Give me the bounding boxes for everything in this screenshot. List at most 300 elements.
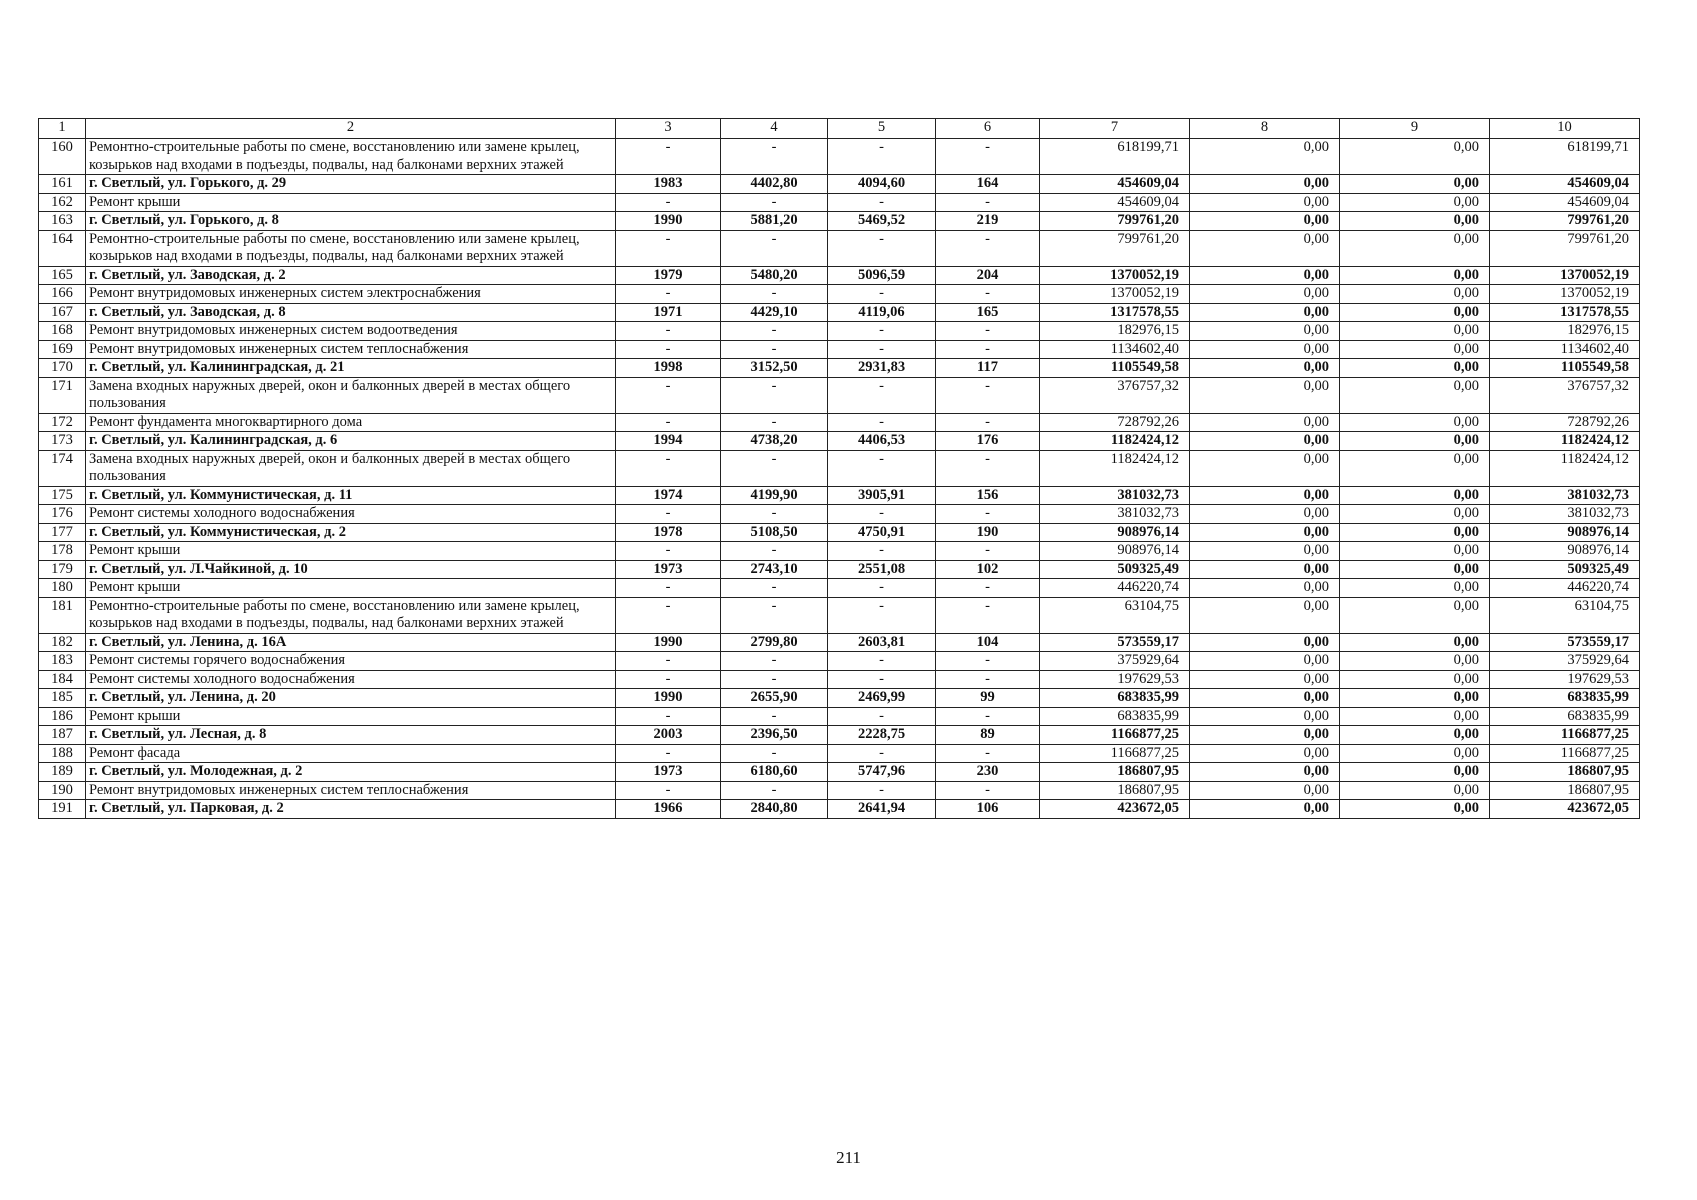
cost-col-8-cell: 0,00: [1190, 542, 1340, 561]
description-cell: г. Светлый, ул. Заводская, д. 2: [86, 266, 616, 285]
column-header: 3: [616, 119, 721, 139]
cost-col-10-cell: 1105549,58: [1490, 359, 1640, 378]
row-number-cell: 181: [39, 597, 86, 633]
work-row: [39, 707, 1640, 726]
cost-total-cell: 1105549,58: [1040, 359, 1190, 378]
year-cell: -: [616, 377, 721, 413]
address-row: [39, 523, 1640, 542]
cost-col-8-cell: 0,00: [1190, 800, 1340, 819]
total-area-cell: -: [721, 450, 828, 486]
cost-total-cell: 799761,20: [1040, 212, 1190, 231]
cost-col-8-cell: 0,00: [1190, 322, 1340, 341]
cost-col-9-cell: 0,00: [1340, 523, 1490, 542]
living-area-cell: 4094,60: [828, 175, 936, 194]
cost-col-9-cell: 0,00: [1340, 450, 1490, 486]
work-row: [39, 450, 1640, 486]
cost-total-cell: 1317578,55: [1040, 303, 1190, 322]
living-area-cell: 4119,06: [828, 303, 936, 322]
cost-col-9-cell: 0,00: [1340, 212, 1490, 231]
description-cell: Ремонтно-строительные работы по смене, восстановлению или замене крылец, козырьков над входами в подъезды, подвалы, над балконами верхних этажей: [86, 230, 616, 266]
description-cell: г. Светлый, ул. Коммунистическая, д. 2: [86, 523, 616, 542]
row-number-cell: 178: [39, 542, 86, 561]
cost-col-10-cell: 799761,20: [1490, 230, 1640, 266]
cost-col-9-cell: 0,00: [1340, 377, 1490, 413]
cost-total-cell: 1182424,12: [1040, 432, 1190, 451]
row-number-cell: 186: [39, 707, 86, 726]
cost-col-9-cell: 0,00: [1340, 633, 1490, 652]
cost-col-8-cell: 0,00: [1190, 193, 1340, 212]
cost-col-9-cell: 0,00: [1340, 285, 1490, 304]
residents-cell: -: [936, 377, 1040, 413]
total-area-cell: 5881,20: [721, 212, 828, 231]
cost-col-8-cell: 0,00: [1190, 633, 1340, 652]
row-number-cell: 183: [39, 652, 86, 671]
header-row: [39, 119, 1640, 139]
cost-total-cell: 446220,74: [1040, 579, 1190, 598]
column-header: 7: [1040, 119, 1190, 139]
cost-total-cell: 423672,05: [1040, 800, 1190, 819]
total-area-cell: -: [721, 285, 828, 304]
address-row: [39, 303, 1640, 322]
year-cell: -: [616, 193, 721, 212]
total-area-cell: -: [721, 597, 828, 633]
address-row: [39, 432, 1640, 451]
cost-col-8-cell: 0,00: [1190, 505, 1340, 524]
cost-total-cell: 182976,15: [1040, 322, 1190, 341]
year-cell: 1973: [616, 763, 721, 782]
year-cell: 1973: [616, 560, 721, 579]
living-area-cell: -: [828, 285, 936, 304]
living-area-cell: -: [828, 322, 936, 341]
year-cell: -: [616, 579, 721, 598]
cost-total-cell: 1370052,19: [1040, 285, 1190, 304]
living-area-cell: 2228,75: [828, 726, 936, 745]
row-number-cell: 167: [39, 303, 86, 322]
table-body: [39, 139, 1640, 819]
year-cell: -: [616, 285, 721, 304]
total-area-cell: 2743,10: [721, 560, 828, 579]
cost-col-8-cell: 0,00: [1190, 377, 1340, 413]
cost-col-8-cell: 0,00: [1190, 450, 1340, 486]
total-area-cell: 4429,10: [721, 303, 828, 322]
cost-col-10-cell: 509325,49: [1490, 560, 1640, 579]
work-row: [39, 193, 1640, 212]
address-row: [39, 359, 1640, 378]
cost-col-10-cell: 375929,64: [1490, 652, 1640, 671]
living-area-cell: 2931,83: [828, 359, 936, 378]
address-row: [39, 689, 1640, 708]
total-area-cell: -: [721, 413, 828, 432]
total-area-cell: 6180,60: [721, 763, 828, 782]
cost-col-8-cell: 0,00: [1190, 285, 1340, 304]
total-area-cell: 4402,80: [721, 175, 828, 194]
residents-cell: -: [936, 597, 1040, 633]
year-cell: 1983: [616, 175, 721, 194]
description-cell: г. Светлый, ул. Лесная, д. 8: [86, 726, 616, 745]
row-number-cell: 185: [39, 689, 86, 708]
cost-col-9-cell: 0,00: [1340, 763, 1490, 782]
row-number-cell: 176: [39, 505, 86, 524]
row-number-cell: 174: [39, 450, 86, 486]
cost-total-cell: 1134602,40: [1040, 340, 1190, 359]
cost-col-10-cell: 454609,04: [1490, 175, 1640, 194]
row-number-cell: 168: [39, 322, 86, 341]
cost-col-10-cell: 1134602,40: [1490, 340, 1640, 359]
cost-total-cell: 376757,32: [1040, 377, 1190, 413]
work-row: [39, 579, 1640, 598]
row-number-cell: 171: [39, 377, 86, 413]
cost-col-9-cell: 0,00: [1340, 413, 1490, 432]
year-cell: -: [616, 597, 721, 633]
cost-col-9-cell: 0,00: [1340, 726, 1490, 745]
description-cell: г. Светлый, ул. Молодежная, д. 2: [86, 763, 616, 782]
cost-col-9-cell: 0,00: [1340, 800, 1490, 819]
residents-cell: -: [936, 193, 1040, 212]
cost-col-8-cell: 0,00: [1190, 744, 1340, 763]
residents-cell: -: [936, 652, 1040, 671]
cost-col-10-cell: 186807,95: [1490, 781, 1640, 800]
address-row: [39, 175, 1640, 194]
cost-col-9-cell: 0,00: [1340, 432, 1490, 451]
living-area-cell: -: [828, 542, 936, 561]
description-cell: г. Светлый, ул. Коммунистическая, д. 11: [86, 486, 616, 505]
total-area-cell: 2799,80: [721, 633, 828, 652]
year-cell: -: [616, 744, 721, 763]
living-area-cell: 5469,52: [828, 212, 936, 231]
row-number-cell: 164: [39, 230, 86, 266]
description-cell: Замена входных наружных дверей, окон и балконных дверей в местах общего пользования: [86, 377, 616, 413]
address-row: [39, 560, 1640, 579]
row-number-cell: 188: [39, 744, 86, 763]
cost-col-10-cell: 573559,17: [1490, 633, 1640, 652]
row-number-cell: 169: [39, 340, 86, 359]
residents-cell: -: [936, 340, 1040, 359]
living-area-cell: -: [828, 781, 936, 800]
description-cell: г. Светлый, ул. Калининградская, д. 6: [86, 432, 616, 451]
works-table: [38, 118, 1640, 819]
work-row: [39, 670, 1640, 689]
year-cell: 1971: [616, 303, 721, 322]
cost-col-10-cell: 1166877,25: [1490, 726, 1640, 745]
year-cell: 1979: [616, 266, 721, 285]
cost-col-8-cell: 0,00: [1190, 266, 1340, 285]
work-row: [39, 542, 1640, 561]
description-cell: Ремонт фундамента многоквартирного дома: [86, 413, 616, 432]
work-row: [39, 781, 1640, 800]
address-row: [39, 763, 1640, 782]
total-area-cell: -: [721, 322, 828, 341]
total-area-cell: 2396,50: [721, 726, 828, 745]
residents-cell: 106: [936, 800, 1040, 819]
residents-cell: 204: [936, 266, 1040, 285]
cost-total-cell: 683835,99: [1040, 707, 1190, 726]
total-area-cell: -: [721, 340, 828, 359]
cost-total-cell: 573559,17: [1040, 633, 1190, 652]
residents-cell: 219: [936, 212, 1040, 231]
work-row: [39, 377, 1640, 413]
cost-col-9-cell: 0,00: [1340, 266, 1490, 285]
description-cell: Ремонт фасада: [86, 744, 616, 763]
row-number-cell: 165: [39, 266, 86, 285]
living-area-cell: 3905,91: [828, 486, 936, 505]
page-number: 211: [836, 1148, 861, 1167]
residents-cell: -: [936, 450, 1040, 486]
row-number-cell: 189: [39, 763, 86, 782]
living-area-cell: -: [828, 450, 936, 486]
description-cell: Ремонт системы холодного водоснабжения: [86, 505, 616, 524]
living-area-cell: -: [828, 413, 936, 432]
description-cell: Ремонт внутридомовых инженерных систем электроснабжения: [86, 285, 616, 304]
cost-col-10-cell: 799761,20: [1490, 212, 1640, 231]
work-row: [39, 340, 1640, 359]
column-header: 10: [1490, 119, 1640, 139]
residents-cell: 164: [936, 175, 1040, 194]
cost-total-cell: 454609,04: [1040, 193, 1190, 212]
description-cell: г. Светлый, ул. Ленина, д. 16А: [86, 633, 616, 652]
living-area-cell: 2469,99: [828, 689, 936, 708]
description-cell: г. Светлый, ул. Л.Чайкиной, д. 10: [86, 560, 616, 579]
row-number-cell: 190: [39, 781, 86, 800]
cost-col-9-cell: 0,00: [1340, 542, 1490, 561]
cost-col-10-cell: 1182424,12: [1490, 450, 1640, 486]
column-header: 1: [39, 119, 86, 139]
description-cell: Замена входных наружных дверей, окон и балконных дверей в местах общего пользования: [86, 450, 616, 486]
living-area-cell: -: [828, 670, 936, 689]
residents-cell: -: [936, 707, 1040, 726]
address-row: [39, 800, 1640, 819]
address-row: [39, 266, 1640, 285]
cost-col-10-cell: 1370052,19: [1490, 285, 1640, 304]
residents-cell: -: [936, 139, 1040, 175]
description-cell: Ремонт внутридомовых инженерных систем теплоснабжения: [86, 781, 616, 800]
cost-col-10-cell: 197629,53: [1490, 670, 1640, 689]
cost-col-8-cell: 0,00: [1190, 689, 1340, 708]
residents-cell: -: [936, 781, 1040, 800]
cost-col-10-cell: 454609,04: [1490, 193, 1640, 212]
total-area-cell: -: [721, 670, 828, 689]
year-cell: -: [616, 139, 721, 175]
cost-total-cell: 197629,53: [1040, 670, 1190, 689]
cost-col-9-cell: 0,00: [1340, 689, 1490, 708]
cost-total-cell: 799761,20: [1040, 230, 1190, 266]
total-area-cell: -: [721, 542, 828, 561]
cost-col-9-cell: 0,00: [1340, 652, 1490, 671]
row-number-cell: 160: [39, 139, 86, 175]
cost-total-cell: 908976,14: [1040, 523, 1190, 542]
description-cell: Ремонтно-строительные работы по смене, восстановлению или замене крылец, козырьков над входами в подъезды, подвалы, над балконами верхних этажей: [86, 139, 616, 175]
work-row: [39, 322, 1640, 341]
column-header: 8: [1190, 119, 1340, 139]
living-area-cell: 5096,59: [828, 266, 936, 285]
work-row: [39, 505, 1640, 524]
year-cell: 1990: [616, 212, 721, 231]
total-area-cell: -: [721, 707, 828, 726]
residents-cell: 156: [936, 486, 1040, 505]
cost-col-8-cell: 0,00: [1190, 303, 1340, 322]
living-area-cell: -: [828, 340, 936, 359]
description-cell: Ремонт крыши: [86, 193, 616, 212]
cost-col-9-cell: 0,00: [1340, 597, 1490, 633]
cost-col-9-cell: 0,00: [1340, 744, 1490, 763]
cost-col-9-cell: 0,00: [1340, 781, 1490, 800]
row-number-cell: 172: [39, 413, 86, 432]
cost-col-8-cell: 0,00: [1190, 486, 1340, 505]
total-area-cell: -: [721, 139, 828, 175]
living-area-cell: 5747,96: [828, 763, 936, 782]
work-row: [39, 413, 1640, 432]
living-area-cell: -: [828, 579, 936, 598]
total-area-cell: -: [721, 377, 828, 413]
cost-total-cell: 381032,73: [1040, 505, 1190, 524]
residents-cell: -: [936, 285, 1040, 304]
residents-cell: 99: [936, 689, 1040, 708]
living-area-cell: 4406,53: [828, 432, 936, 451]
description-cell: г. Светлый, ул. Горького, д. 29: [86, 175, 616, 194]
living-area-cell: -: [828, 597, 936, 633]
total-area-cell: 2840,80: [721, 800, 828, 819]
cost-col-10-cell: 376757,32: [1490, 377, 1640, 413]
cost-col-8-cell: 0,00: [1190, 763, 1340, 782]
row-number-cell: 187: [39, 726, 86, 745]
cost-total-cell: 63104,75: [1040, 597, 1190, 633]
column-header: 5: [828, 119, 936, 139]
year-cell: 1990: [616, 689, 721, 708]
cost-col-8-cell: 0,00: [1190, 413, 1340, 432]
cost-col-10-cell: 728792,26: [1490, 413, 1640, 432]
total-area-cell: 4199,90: [721, 486, 828, 505]
year-cell: -: [616, 781, 721, 800]
living-area-cell: -: [828, 707, 936, 726]
living-area-cell: 4750,91: [828, 523, 936, 542]
description-cell: Ремонтно-строительные работы по смене, восстановлению или замене крылец, козырьков над входами в подъезды, подвалы, над балконами верхних этажей: [86, 597, 616, 633]
cost-col-10-cell: 908976,14: [1490, 523, 1640, 542]
living-area-cell: 2603,81: [828, 633, 936, 652]
year-cell: -: [616, 652, 721, 671]
year-cell: 1990: [616, 633, 721, 652]
cost-col-8-cell: 0,00: [1190, 523, 1340, 542]
year-cell: -: [616, 542, 721, 561]
cost-col-10-cell: 1166877,25: [1490, 744, 1640, 763]
cost-col-10-cell: 186807,95: [1490, 763, 1640, 782]
cost-col-8-cell: 0,00: [1190, 212, 1340, 231]
cost-total-cell: 728792,26: [1040, 413, 1190, 432]
total-area-cell: -: [721, 652, 828, 671]
residents-cell: -: [936, 230, 1040, 266]
cost-col-10-cell: 63104,75: [1490, 597, 1640, 633]
living-area-cell: 2551,08: [828, 560, 936, 579]
cost-col-10-cell: 683835,99: [1490, 707, 1640, 726]
column-header: 2: [86, 119, 616, 139]
row-number-cell: 177: [39, 523, 86, 542]
work-row: [39, 285, 1640, 304]
total-area-cell: 5480,20: [721, 266, 828, 285]
cost-total-cell: 509325,49: [1040, 560, 1190, 579]
description-cell: г. Светлый, ул. Ленина, д. 20: [86, 689, 616, 708]
cost-col-10-cell: 1182424,12: [1490, 432, 1640, 451]
cost-col-9-cell: 0,00: [1340, 486, 1490, 505]
year-cell: 1994: [616, 432, 721, 451]
cost-total-cell: 375929,64: [1040, 652, 1190, 671]
description-cell: Ремонт системы горячего водоснабжения: [86, 652, 616, 671]
cost-total-cell: 1182424,12: [1040, 450, 1190, 486]
work-row: [39, 597, 1640, 633]
cost-col-8-cell: 0,00: [1190, 652, 1340, 671]
residents-cell: -: [936, 413, 1040, 432]
residents-cell: 89: [936, 726, 1040, 745]
row-number-cell: 184: [39, 670, 86, 689]
total-area-cell: -: [721, 579, 828, 598]
cost-total-cell: 1370052,19: [1040, 266, 1190, 285]
residents-cell: -: [936, 322, 1040, 341]
year-cell: 2003: [616, 726, 721, 745]
year-cell: 1974: [616, 486, 721, 505]
column-header: 6: [936, 119, 1040, 139]
cost-col-10-cell: 683835,99: [1490, 689, 1640, 708]
row-number-cell: 173: [39, 432, 86, 451]
description-cell: г. Светлый, ул. Горького, д. 8: [86, 212, 616, 231]
address-row: [39, 726, 1640, 745]
cost-col-9-cell: 0,00: [1340, 707, 1490, 726]
address-row: [39, 486, 1640, 505]
address-row: [39, 633, 1640, 652]
year-cell: 1998: [616, 359, 721, 378]
cost-col-9-cell: 0,00: [1340, 560, 1490, 579]
living-area-cell: -: [828, 230, 936, 266]
year-cell: -: [616, 230, 721, 266]
cost-col-8-cell: 0,00: [1190, 707, 1340, 726]
cost-col-10-cell: 618199,71: [1490, 139, 1640, 175]
row-number-cell: 182: [39, 633, 86, 652]
cost-col-9-cell: 0,00: [1340, 579, 1490, 598]
residents-cell: 165: [936, 303, 1040, 322]
cost-total-cell: 1166877,25: [1040, 744, 1190, 763]
year-cell: -: [616, 505, 721, 524]
row-number-cell: 166: [39, 285, 86, 304]
year-cell: -: [616, 707, 721, 726]
row-number-cell: 161: [39, 175, 86, 194]
cost-col-8-cell: 0,00: [1190, 560, 1340, 579]
cost-col-10-cell: 446220,74: [1490, 579, 1640, 598]
residents-cell: -: [936, 579, 1040, 598]
cost-col-9-cell: 0,00: [1340, 303, 1490, 322]
row-number-cell: 191: [39, 800, 86, 819]
cost-col-8-cell: 0,00: [1190, 139, 1340, 175]
residents-cell: 176: [936, 432, 1040, 451]
living-area-cell: -: [828, 139, 936, 175]
description-cell: Ремонт внутридомовых инженерных систем водоотведения: [86, 322, 616, 341]
cost-col-8-cell: 0,00: [1190, 781, 1340, 800]
residents-cell: -: [936, 542, 1040, 561]
description-cell: г. Светлый, ул. Парковая, д. 2: [86, 800, 616, 819]
address-row: [39, 212, 1640, 231]
total-area-cell: -: [721, 193, 828, 212]
cost-col-10-cell: 381032,73: [1490, 505, 1640, 524]
living-area-cell: -: [828, 377, 936, 413]
year-cell: -: [616, 413, 721, 432]
cost-col-10-cell: 908976,14: [1490, 542, 1640, 561]
work-row: [39, 139, 1640, 175]
living-area-cell: -: [828, 744, 936, 763]
column-header: 9: [1340, 119, 1490, 139]
cost-total-cell: 454609,04: [1040, 175, 1190, 194]
cost-col-10-cell: 182976,15: [1490, 322, 1640, 341]
row-number-cell: 163: [39, 212, 86, 231]
description-cell: Ремонт крыши: [86, 579, 616, 598]
description-cell: Ремонт внутридомовых инженерных систем теплоснабжения: [86, 340, 616, 359]
row-number-cell: 170: [39, 359, 86, 378]
column-header: 4: [721, 119, 828, 139]
description-cell: Ремонт крыши: [86, 542, 616, 561]
